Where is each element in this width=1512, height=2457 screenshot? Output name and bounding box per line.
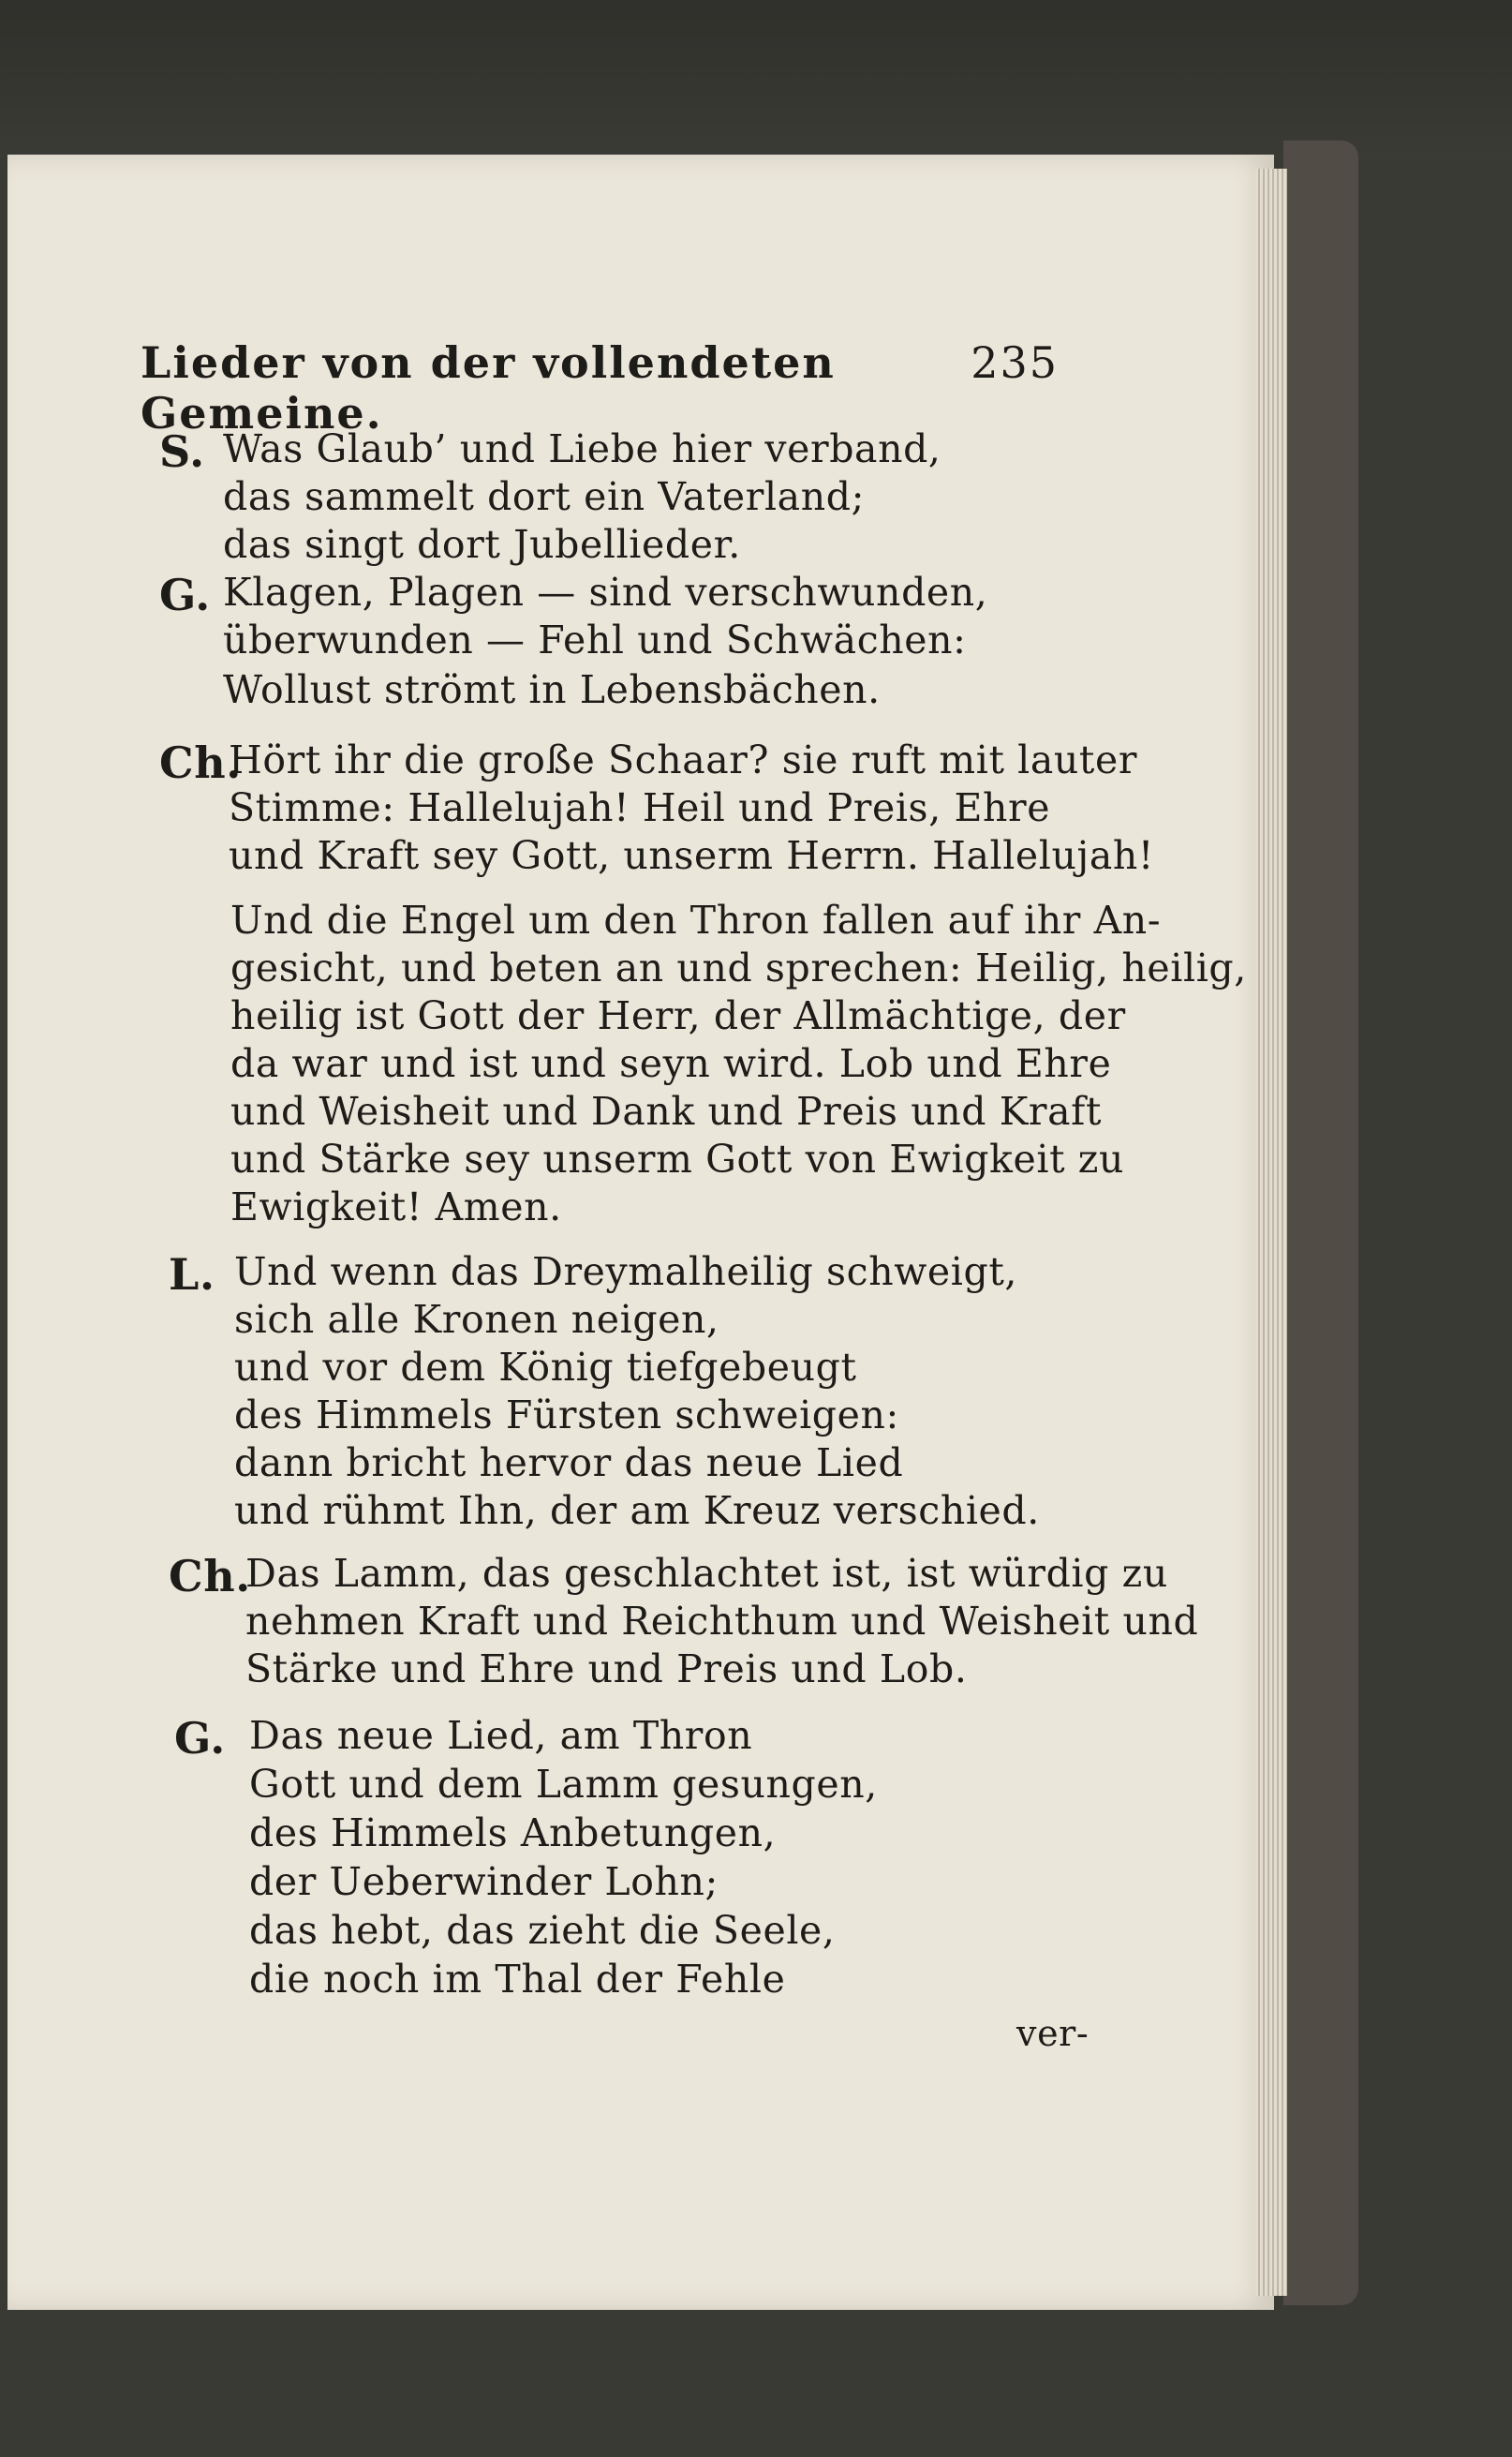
prose-line: Und die Engel um den Thron fallen auf ihr An- <box>230 898 1162 943</box>
verse-line: Wollust strömt in Lebensbächen. <box>223 667 881 712</box>
verse-line: und vor dem König tiefgebeugt <box>234 1345 857 1390</box>
verse-line: das sammelt dort ein Vaterland; <box>223 474 865 519</box>
prose-line: Ewigkeit! Amen. <box>230 1184 562 1229</box>
verse-line: der Ueberwinder Lohn; <box>249 1859 719 1904</box>
verse-line: Stärke und Ehre und Preis und Lob. <box>245 1646 968 1691</box>
running-head-title: Lieder von der vollendeten Gemeine. <box>141 337 836 439</box>
page-number: 235 <box>971 337 1059 388</box>
speaker-label: G. <box>174 1713 226 1764</box>
verse-line: Hört ihr die große Schaar? sie ruft mit lauter <box>229 737 1138 782</box>
verse-line: Das Lamm, das geschlachtet ist, ist würdig zu <box>245 1551 1168 1596</box>
verse-line: des Himmels Fürsten schweigen: <box>234 1392 899 1437</box>
verse-line: überwunden — Fehl und Schwächen: <box>223 618 967 663</box>
verse-line: sich alle Kronen neigen, <box>234 1297 719 1342</box>
verse-line: die noch im Thal der Fehle <box>249 1957 786 2002</box>
speaker-label: Ch. <box>169 1551 251 1601</box>
verse-line: Stimme: Hallelujah! Heil und Preis, Ehre <box>229 785 1051 830</box>
prose-line: und Weisheit und Dank und Preis und Kraft <box>230 1089 1103 1134</box>
verse-line: Das neue Lied, am Thron <box>249 1713 753 1758</box>
prose-line: gesicht, und beten an und sprechen: Heilig, heilig, <box>230 946 1247 990</box>
running-head <box>141 337 1059 439</box>
page-edges <box>1255 169 1287 2296</box>
verse-line: Was Glaub’ und Liebe hier verband, <box>223 426 941 471</box>
verse-line: Und wenn das Dreymalheilig schweigt, <box>234 1249 1018 1294</box>
scan-background <box>0 0 1512 159</box>
speaker-label: Ch. <box>159 737 242 788</box>
verse-line: das hebt, das zieht die Seele, <box>249 1908 836 1953</box>
speaker-label: G. <box>159 570 211 620</box>
verse-line: nehmen Kraft und Reichthum und Weisheit und <box>245 1599 1199 1644</box>
verse-line: des Himmels Anbetungen, <box>249 1810 777 1855</box>
verse-line: Klagen, Plagen — sind verschwunden, <box>223 570 988 615</box>
verse-line: und rühmt Ihn, der am Kreuz verschied. <box>234 1488 1040 1533</box>
verse-line: Gott und dem Lamm gesungen, <box>249 1762 878 1807</box>
prose-line: und Stärke sey unserm Gott von Ewigkeit zu <box>230 1137 1124 1182</box>
book-cover-edge <box>1283 141 1358 2305</box>
speaker-label: S. <box>159 426 205 477</box>
verse-line: das singt dort Jubellieder. <box>223 522 741 567</box>
verse-line: und Kraft sey Gott, unserm Herrn. Hallelujah! <box>229 833 1154 878</box>
prose-line: heilig ist Gott der Herr, der Allmächtige, der <box>230 993 1126 1038</box>
speaker-label: L. <box>169 1249 215 1300</box>
verse-line: dann bricht hervor das neue Lied <box>234 1440 904 1485</box>
catchword: ver- <box>1016 2013 1090 2054</box>
prose-line: da war und ist und seyn wird. Lob und Ehre <box>230 1041 1112 1086</box>
